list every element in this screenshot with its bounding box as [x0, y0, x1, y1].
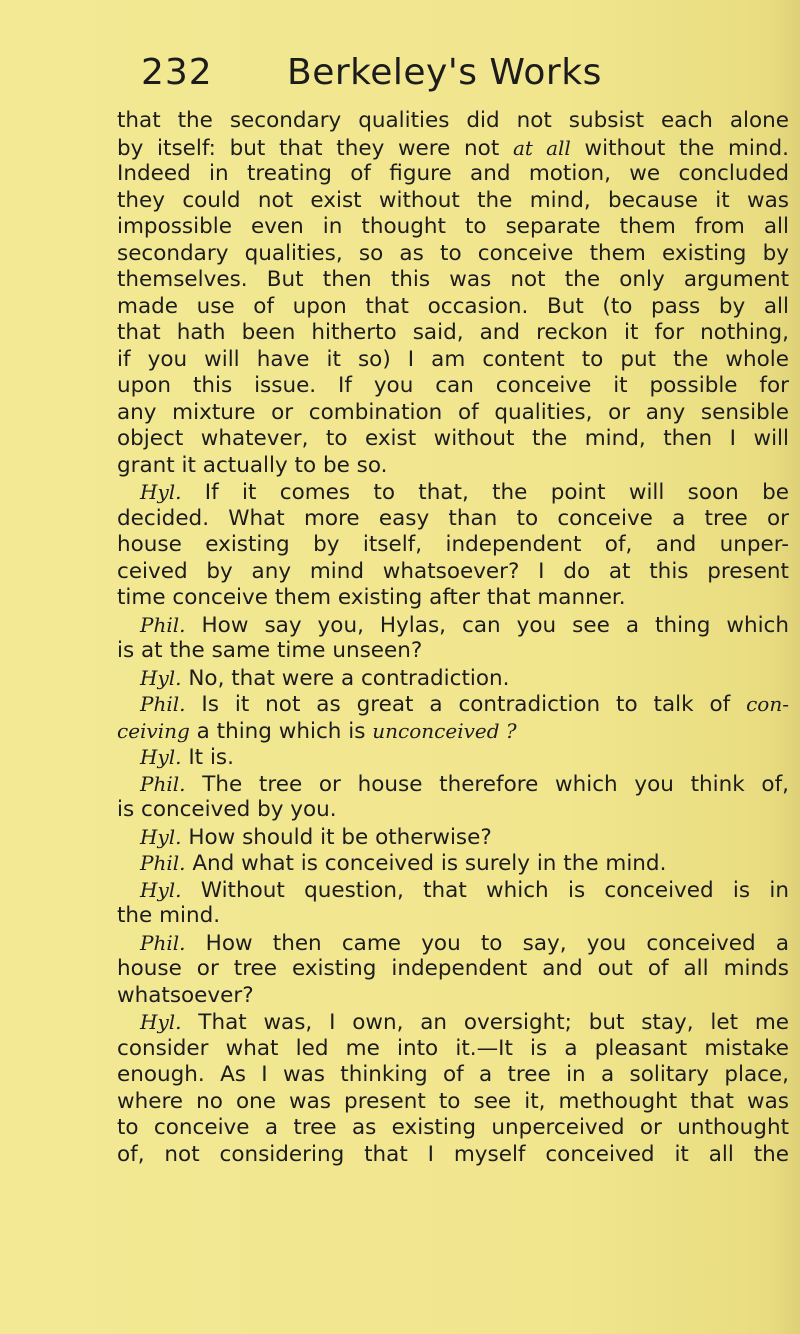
text-segment: they could not exist without the mind, because it was	[117, 187, 789, 213]
text-line	[117, 903, 789, 930]
text-line	[117, 453, 789, 480]
text-line	[117, 797, 789, 824]
speaker-label: Hyl.	[140, 1010, 182, 1034]
text-line	[117, 188, 789, 215]
text-line	[117, 320, 789, 347]
text-line	[117, 744, 789, 771]
text-line	[117, 135, 789, 162]
page-number: 232	[141, 52, 213, 93]
text-line	[117, 161, 789, 188]
text-line	[117, 718, 789, 745]
text-line	[117, 612, 789, 639]
text-line	[117, 294, 789, 321]
page-header	[0, 52, 800, 108]
speaker-label: Hyl.	[140, 877, 182, 902]
text-segment: without the mind.	[570, 135, 790, 161]
text-line	[117, 214, 789, 241]
text-segment: Is it not as great a contradiction to talk of	[185, 692, 747, 717]
italic-text: at all	[512, 135, 571, 160]
text-segment: made use of upon that occasion. But (to pass by all	[117, 293, 789, 319]
speaker-label: Phil.	[140, 771, 186, 796]
text-line	[117, 1062, 789, 1089]
text-segment: ceived by any mind whatsoever? I do at this present	[117, 558, 789, 584]
italic-text: con-	[746, 692, 789, 716]
text-segment: any mixture or combination of qualities, or any sensible	[117, 399, 789, 425]
text-segment: to conceive a tree as existing unperceived or unthought	[117, 1115, 789, 1140]
text-segment: if you will have it so) I am content to put the whole	[117, 346, 789, 372]
text-line	[117, 1036, 789, 1063]
italic-text: unconceived ?	[372, 718, 517, 743]
text-line	[117, 638, 789, 665]
speaker-label: Phil.	[140, 851, 186, 875]
text-line	[117, 691, 789, 718]
text-segment: where no one was present to see it, methought that was	[117, 1088, 789, 1114]
text-line	[117, 585, 789, 612]
text-segment: secondary qualities, so as to conceive them existing by	[117, 240, 789, 266]
speaker-label: Phil.	[140, 692, 186, 716]
text-segment: themselves. But then this was not the only argument	[117, 267, 789, 292]
text-line	[117, 1089, 789, 1116]
speaker-label: Hyl.	[140, 745, 182, 769]
text-line	[117, 930, 789, 957]
text-segment: by itself: but that they were not	[117, 135, 513, 161]
running-head: Berkeley's Works	[287, 52, 602, 93]
speaker-label: Phil.	[140, 612, 186, 637]
text-line	[117, 1142, 789, 1169]
text-line	[117, 108, 789, 135]
text-segment: If it comes to that, the point will soon be	[181, 480, 789, 505]
text-segment: decided. What more easy than to conceive a tree or	[117, 505, 789, 531]
text-segment: that hath been hitherto said, and reckon it for nothing,	[117, 320, 789, 345]
text-line	[117, 241, 789, 268]
text-line	[117, 1115, 789, 1142]
text-segment: Without question, that which is conceived is in	[181, 877, 789, 903]
text-line	[117, 506, 789, 533]
speaker-label: Hyl.	[140, 480, 182, 504]
text-line	[117, 850, 789, 877]
text-segment: And what is conceived is surely in the mind.	[185, 851, 667, 876]
text-segment: house or tree existing independent and out of all minds	[117, 956, 789, 981]
text-line	[117, 824, 789, 851]
text-line	[117, 532, 789, 559]
text-line	[117, 559, 789, 586]
text-line	[117, 400, 789, 427]
text-segment: Indeed in treating of figure and motion, we concluded	[117, 161, 789, 186]
text-segment: How then came you to say, you conceived a	[185, 930, 789, 956]
body-text	[117, 108, 789, 1168]
text-segment: a thing which is	[189, 718, 373, 744]
text-segment: house existing by itself, independent of, and unper-	[117, 532, 789, 557]
text-line	[117, 771, 789, 798]
text-segment: is at the same time unseen?	[117, 638, 423, 663]
text-segment: object whatever, to exist without the mind, then I will	[117, 426, 789, 451]
speaker-label: Hyl.	[140, 665, 182, 690]
text-segment: is conceived by you.	[117, 797, 337, 822]
text-segment: grant it actually to be so.	[117, 452, 388, 478]
text-segment: No, that were a contradiction.	[181, 665, 510, 691]
text-segment: consider what led me into it.—It is a pleasant mistake	[117, 1035, 789, 1061]
text-segment: that the secondary qualities did not subsist each alone	[117, 108, 789, 133]
text-line	[117, 956, 789, 983]
text-line	[117, 877, 789, 904]
text-segment: impossible even in thought to separate them from all	[117, 214, 789, 239]
text-line	[117, 267, 789, 294]
text-line	[117, 373, 789, 400]
text-segment: How say you, Hylas, can you see a thing which	[185, 612, 789, 638]
text-segment: enough. As I was thinking of a tree in a solitary place,	[117, 1062, 789, 1087]
text-line	[117, 426, 789, 453]
text-segment: the mind.	[117, 903, 221, 928]
speaker-label: Phil.	[140, 930, 186, 955]
text-line	[117, 479, 789, 506]
text-line	[117, 665, 789, 692]
text-segment: time conceive them existing after that manner.	[117, 585, 626, 610]
text-segment: The tree or house therefore which you think of,	[185, 771, 789, 797]
italic-text: ceiving	[117, 718, 190, 743]
text-segment: How should it be otherwise?	[181, 824, 492, 850]
speaker-label: Hyl.	[140, 824, 182, 849]
text-segment: It is.	[181, 745, 234, 770]
text-line	[117, 983, 789, 1010]
text-line	[117, 347, 789, 374]
text-segment: That was, I own, an oversight; but stay, let me	[181, 1010, 789, 1035]
text-segment: upon this issue. If you can conceive it possible for	[117, 373, 789, 398]
text-segment: of, not considering that I myself conceived it all the	[117, 1141, 789, 1167]
text-segment: whatsoever?	[117, 982, 254, 1008]
text-line	[117, 1009, 789, 1036]
